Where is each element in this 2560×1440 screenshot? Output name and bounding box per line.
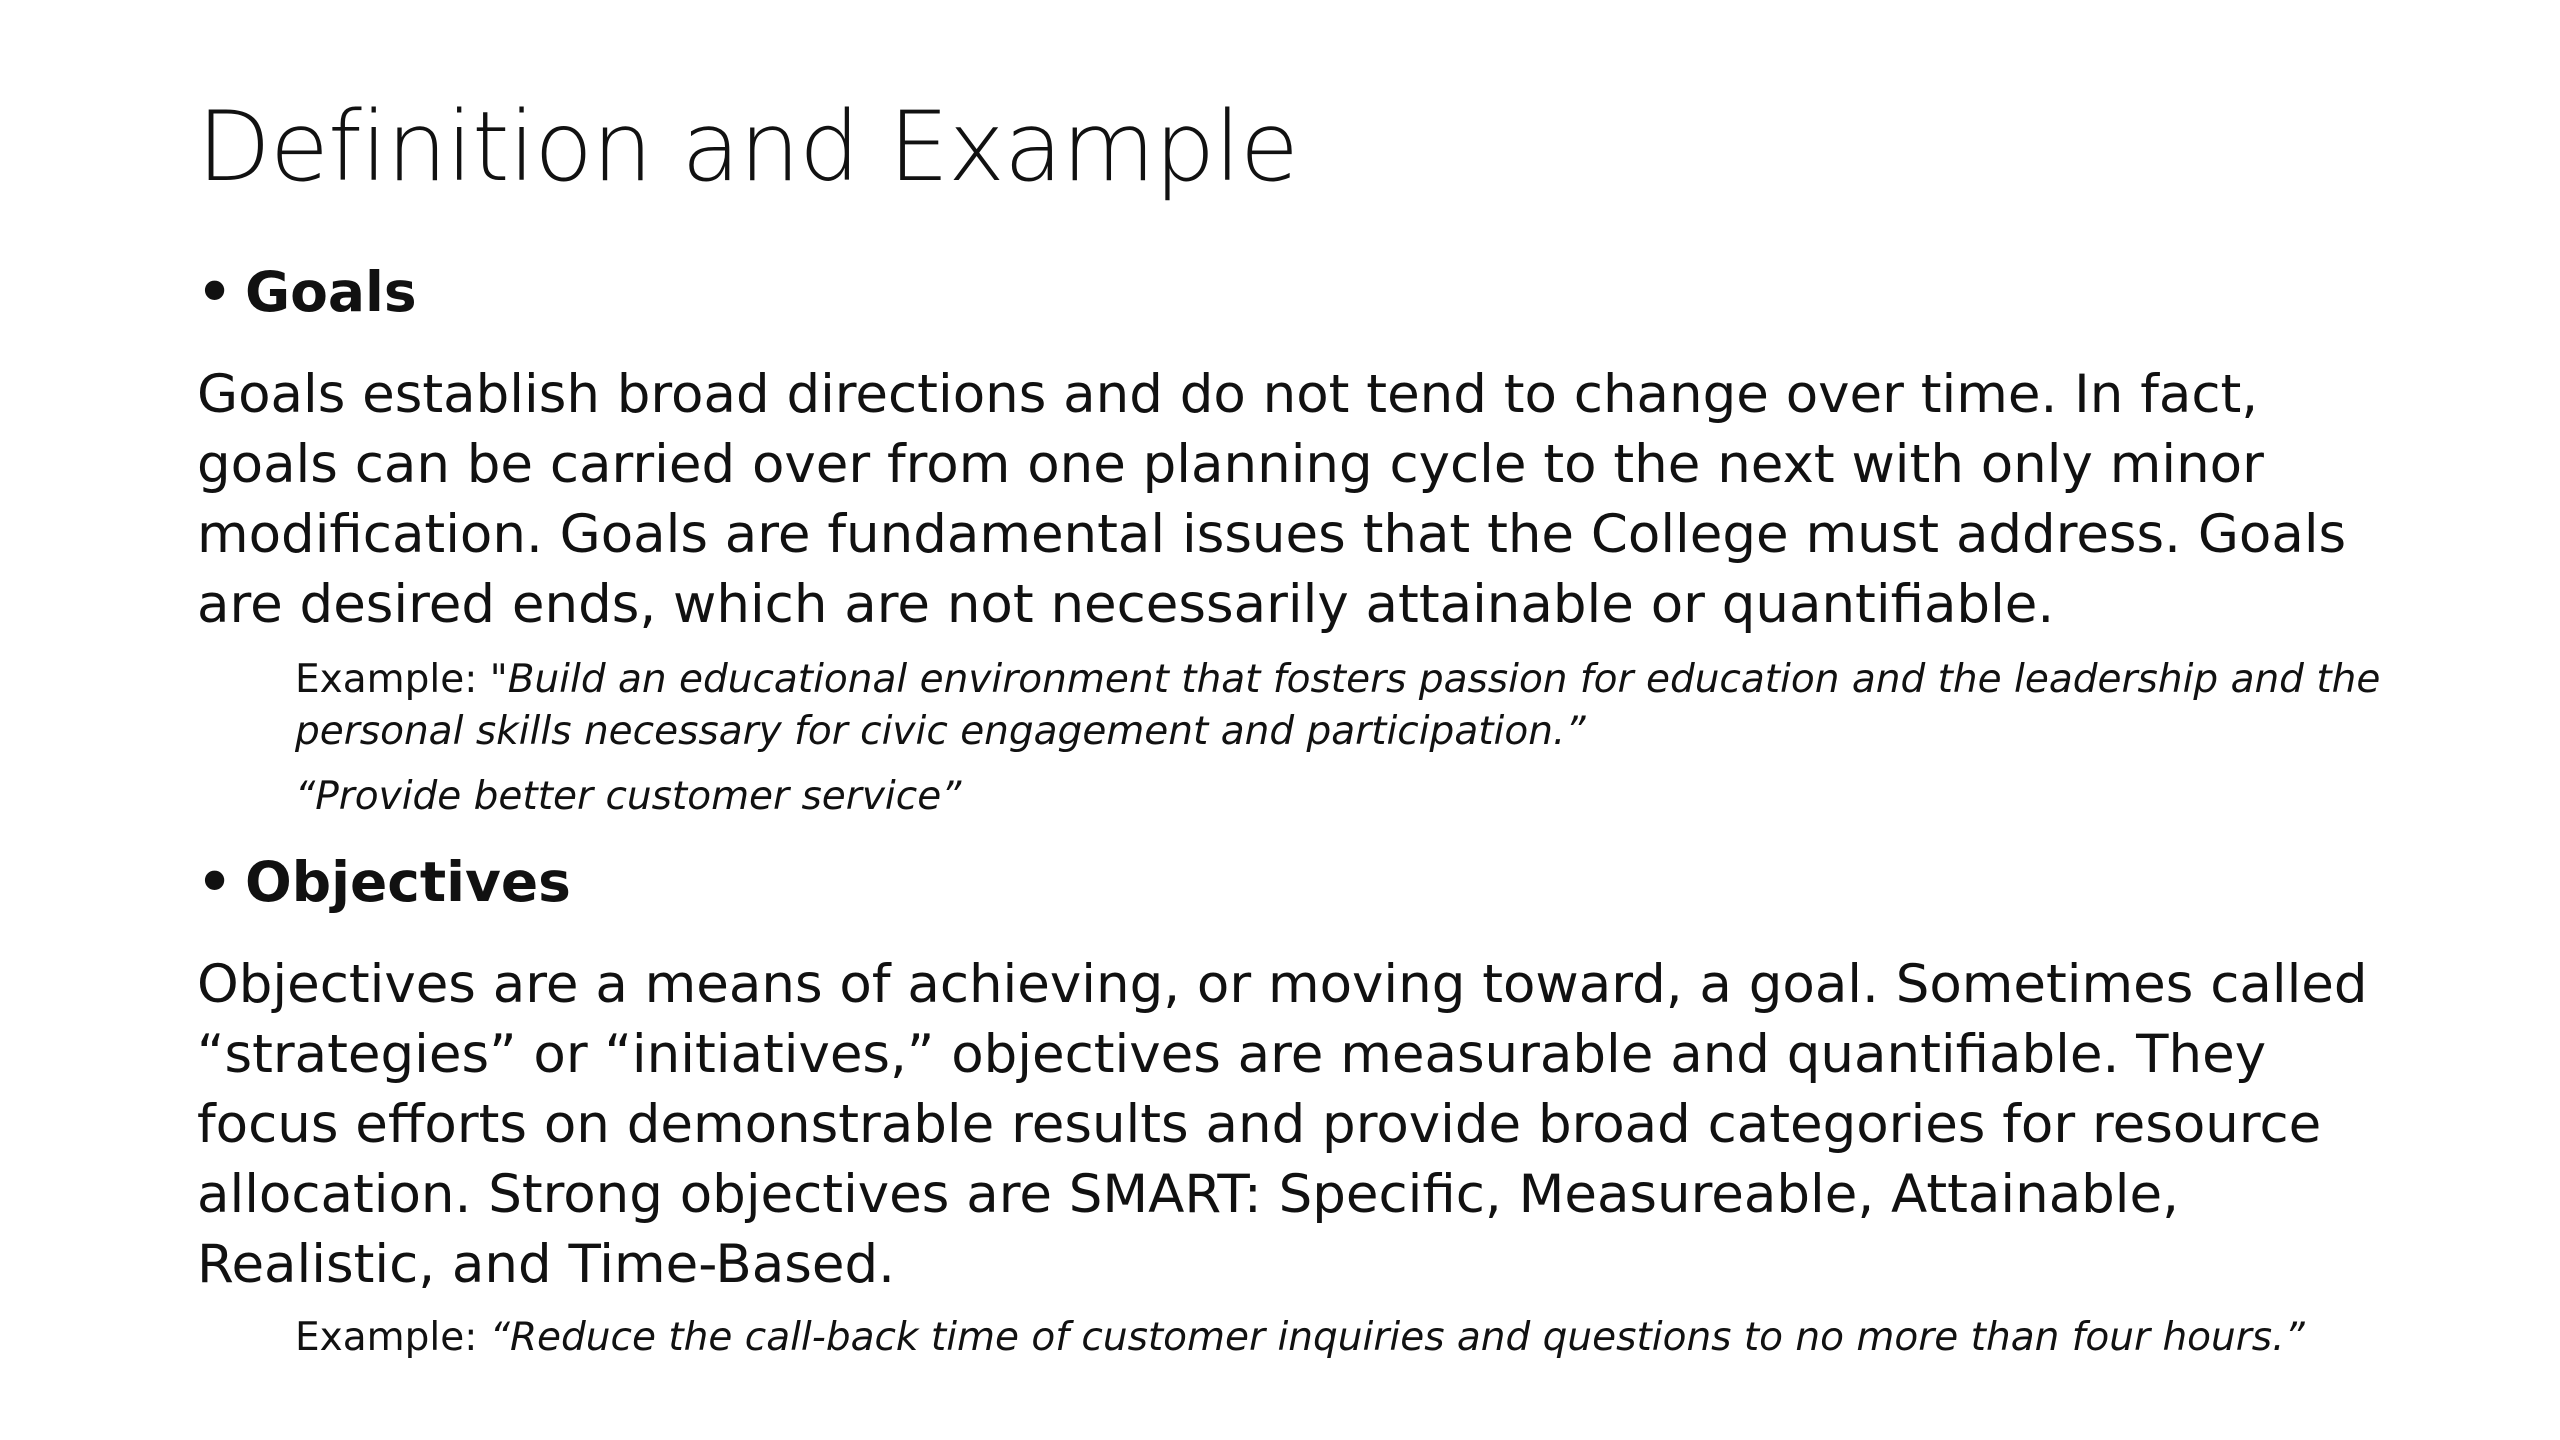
goals-heading-label: Goals xyxy=(245,260,417,324)
bullet-icon: • xyxy=(197,850,233,914)
objectives-body: Objectives are a means of achieving, or moving toward, a goal. Sometimes called “strategies” or “initiatives,” objectives are measurable and quantifiable. They focus efforts on demonstrable results and provide broad categories for resource allocation. Strong objectives are SMART: Specific, Measureable, Attainable, Realistic, and Time-Based. xyxy=(197,954,2368,1295)
objectives-example-quote: “Reduce the call-back time of customer inquiries and questions to no more than four hours.” xyxy=(489,1315,2305,1360)
objectives-heading-label: Objectives xyxy=(245,850,571,914)
slide-title: Definition and Example xyxy=(197,91,1298,203)
goals-heading xyxy=(197,262,417,323)
objectives-example xyxy=(295,1312,2395,1364)
goals-example xyxy=(295,654,2395,758)
objectives-heading xyxy=(197,852,571,913)
bullet-icon: • xyxy=(197,260,233,324)
goals-body: Goals establish broad directions and do not tend to change over time. In fact, goals can be carried over from one planning cycle to the next with only minor modification. Goals are fundamental issues that the College must address. Goals are desired ends, which are not necessarily attainable or quantifiable. xyxy=(197,364,2347,635)
goals-example-label: Example: xyxy=(295,657,478,702)
objectives-example-label: Example: xyxy=(295,1315,478,1360)
goals-example-2: “Provide better customer service” xyxy=(295,774,962,819)
goals-example-quote: "Build an educational environment that fosters passion for education and the leadership and the personal skills necessary for civic engagement and participation.” xyxy=(295,657,2381,754)
